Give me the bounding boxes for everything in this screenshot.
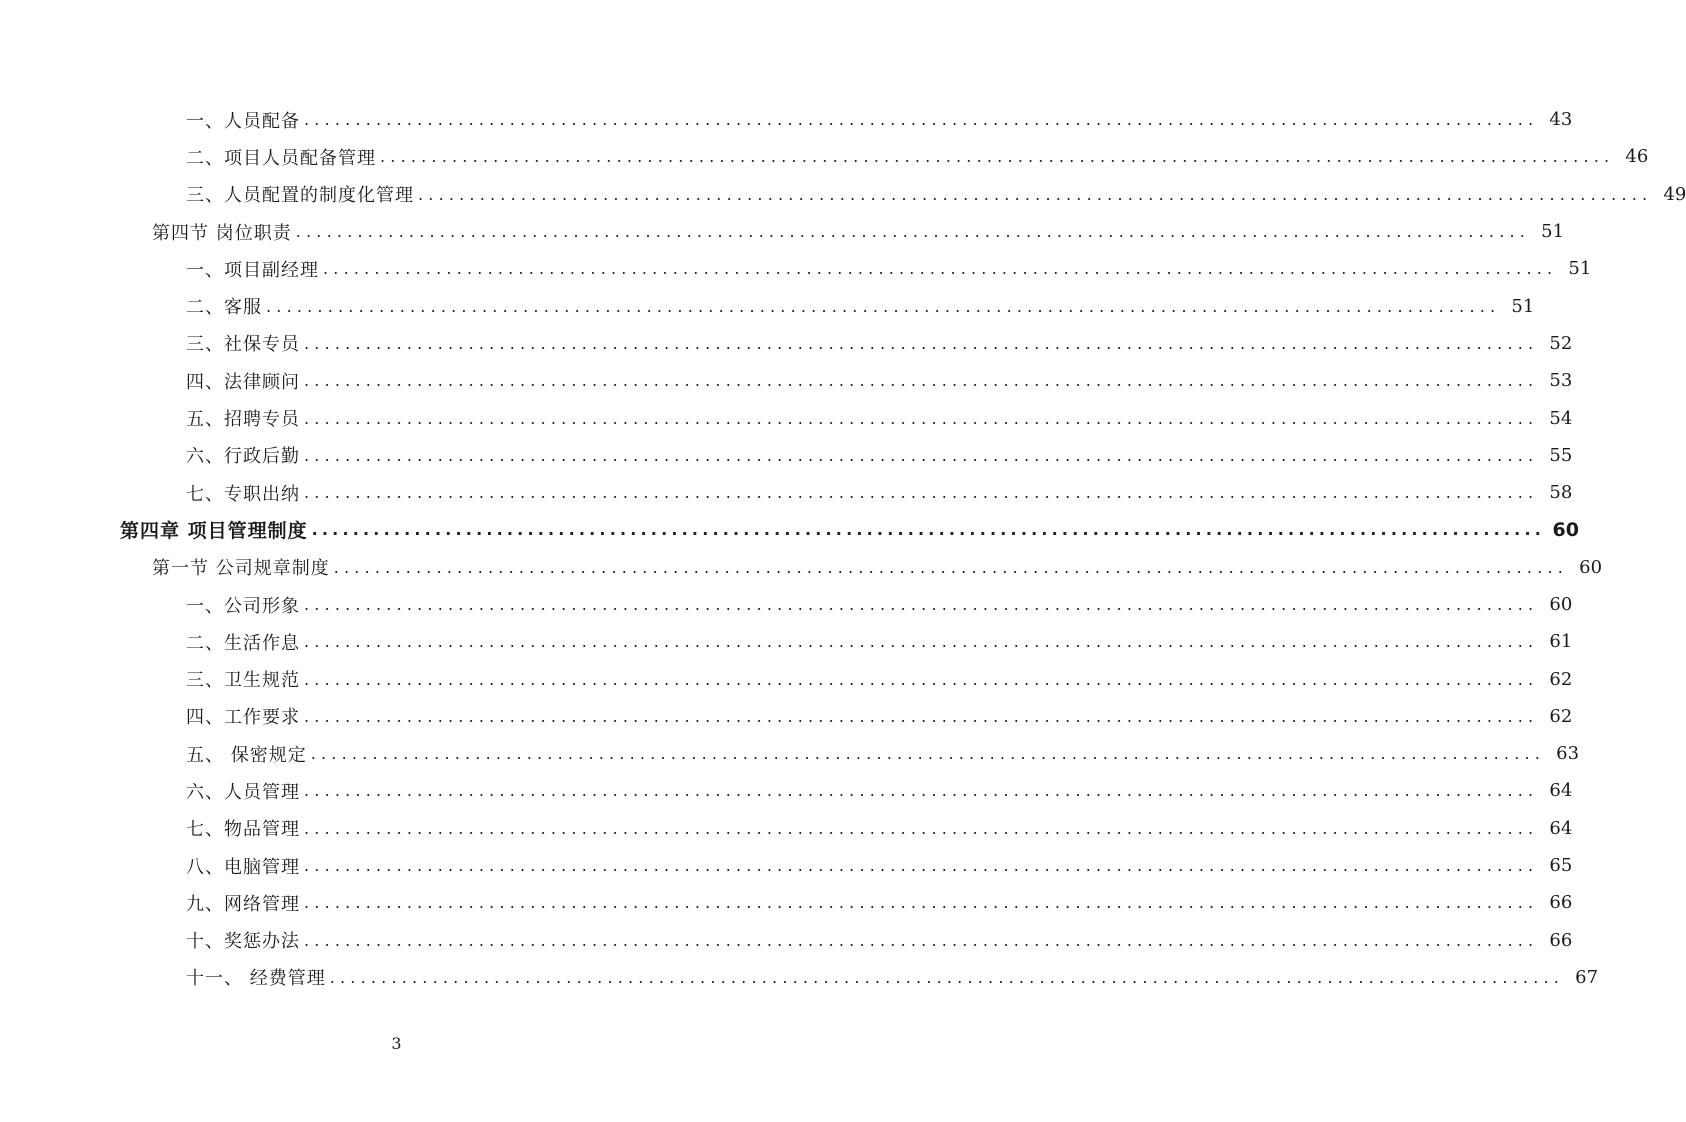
toc-entry[interactable] — [0, 250, 1592, 287]
toc-entry-page: 51 — [1541, 221, 1565, 243]
toc-entry-page: 60 — [1549, 594, 1573, 615]
toc-entry-page: 52 — [1549, 332, 1573, 354]
table-of-contents — [0, 101, 1686, 996]
toc-entry-label: 七、专职出纳 — [186, 483, 300, 505]
toc-entry[interactable] — [0, 772, 1573, 809]
toc-entry[interactable] — [0, 287, 1535, 324]
dot-leader: ........................................................................................................................ — [418, 184, 1653, 204]
toc-entry-page: 65 — [1549, 855, 1573, 877]
toc-entry-label: 第四节 岗位职责 — [152, 222, 292, 244]
toc-entry-label: 二、生活作息 — [186, 632, 300, 654]
toc-entry-label: 四、法律顾问 — [186, 371, 300, 393]
dot-leader: ........................................................................................................................ — [304, 595, 1539, 614]
toc-entry-page: 43 — [1549, 109, 1573, 131]
toc-entry-page: 54 — [1549, 407, 1573, 429]
dot-leader: ........................................................................................................................ — [304, 483, 1539, 503]
toc-entry[interactable] — [0, 959, 1599, 996]
toc-entry[interactable] — [0, 922, 1573, 959]
toc-entry-page: 53 — [1549, 370, 1573, 392]
toc-entry-page: 61 — [1549, 631, 1573, 653]
toc-entry[interactable] — [0, 847, 1573, 884]
toc-entry-label: 一、人员配备 — [186, 110, 300, 132]
toc-entry[interactable] — [0, 325, 1573, 362]
dot-leader: ........................................................................................................................ — [304, 818, 1539, 838]
toc-entry-page: 63 — [1556, 743, 1580, 765]
toc-entry-label: 一、公司形象 — [186, 595, 300, 617]
toc-entry-page: 67 — [1575, 966, 1599, 988]
toc-entry-label: 第一节 公司规章制度 — [152, 558, 330, 580]
toc-entry[interactable] — [0, 810, 1573, 847]
dot-leader: ........................................................................................................................ — [304, 408, 1539, 428]
toc-entry-page: 64 — [1549, 780, 1573, 802]
toc-entry[interactable] — [0, 698, 1573, 735]
toc-entry-page: 51 — [1568, 258, 1592, 280]
toc-entry-label: 十、奖惩办法 — [186, 931, 300, 953]
dot-leader: ........................................................................................................................ — [329, 967, 1565, 987]
toc-entry-label: 四、工作要求 — [186, 707, 300, 729]
dot-leader: ........................................................................................................................ — [304, 706, 1539, 726]
toc-entry[interactable] — [0, 586, 1573, 623]
toc-entry-page: 66 — [1549, 929, 1573, 951]
toc-entry-label: 五、 保密规定 — [186, 744, 307, 766]
toc-entry-label: 二、客服 — [186, 297, 262, 319]
toc-chapter-entry[interactable] — [0, 511, 1579, 548]
toc-entry[interactable] — [0, 437, 1573, 474]
toc-entry-page: 62 — [1549, 668, 1573, 690]
toc-entry[interactable] — [0, 660, 1573, 697]
toc-entry-label: 九、网络管理 — [186, 893, 300, 915]
toc-entry-label: 七、物品管理 — [186, 819, 300, 841]
toc-entry-page: 58 — [1549, 482, 1573, 504]
toc-entry[interactable] — [0, 176, 1686, 213]
page-number: 3 — [391, 1034, 402, 1053]
dot-leader: ........................................................................................................................ — [380, 147, 1615, 167]
toc-entry-page: 55 — [1549, 444, 1573, 466]
toc-entry[interactable] — [0, 362, 1573, 399]
toc-entry-label: 二、项目人员配备管理 — [186, 147, 376, 169]
toc-entry-page: 62 — [1549, 705, 1573, 727]
dot-leader: ........................................................................................................................ — [311, 520, 1545, 540]
dot-leader: ........................................................................................................................ — [304, 110, 1539, 130]
toc-entry-page: 60 — [1579, 556, 1603, 578]
toc-entry[interactable] — [0, 399, 1573, 436]
toc-entry-label: 一、项目副经理 — [186, 259, 319, 281]
toc-section-entry[interactable] — [0, 549, 1603, 586]
toc-entry-page: 60 — [1552, 518, 1579, 541]
toc-entry[interactable] — [0, 101, 1573, 138]
toc-entry-label: 八、电脑管理 — [186, 856, 300, 878]
toc-entry-page: 46 — [1625, 146, 1649, 168]
dot-leader: ........................................................................................................................ — [304, 669, 1539, 689]
dot-leader: ........................................................................................................................ — [323, 259, 1558, 279]
toc-entry[interactable] — [0, 474, 1573, 511]
dot-leader: ........................................................................................................................ — [304, 781, 1539, 801]
toc-entry-label: 三、社保专员 — [186, 334, 300, 356]
toc-section-entry[interactable] — [0, 213, 1565, 250]
dot-leader: ........................................................................................................................ — [304, 893, 1539, 913]
toc-entry-page: 49 — [1663, 183, 1686, 205]
toc-entry-label: 三、人员配置的制度化管理 — [186, 185, 414, 207]
toc-entry-label: 十一、 经费管理 — [186, 968, 326, 990]
dot-leader: ........................................................................................................................ — [304, 632, 1539, 652]
dot-leader: ........................................................................................................................ — [304, 445, 1539, 465]
dot-leader: ........................................................................................................................ — [304, 930, 1539, 950]
toc-entry-page: 51 — [1511, 295, 1535, 317]
dot-leader: ........................................................................................................................ — [310, 744, 1546, 764]
dot-leader: ........................................................................................................................ — [266, 296, 1501, 316]
toc-entry-label: 六、人员管理 — [186, 781, 300, 803]
dot-leader: ........................................................................................................................ — [304, 333, 1539, 353]
toc-entry[interactable] — [0, 138, 1649, 175]
toc-entry-label: 三、卫生规范 — [186, 670, 300, 692]
toc-entry-page: 66 — [1549, 892, 1573, 914]
dot-leader: ........................................................................................................................ — [304, 371, 1539, 391]
toc-entry-label: 五、招聘专员 — [186, 409, 300, 431]
dot-leader: ........................................................................................................................ — [304, 856, 1539, 876]
toc-entry-label: 第四章 项目管理制度 — [120, 520, 308, 543]
dot-leader: ........................................................................................................................ — [295, 222, 1531, 242]
dot-leader: ........................................................................................................................ — [333, 557, 1569, 577]
toc-entry-label: 六、行政后勤 — [186, 446, 300, 468]
toc-entry[interactable] — [0, 623, 1573, 660]
toc-entry-page: 64 — [1549, 817, 1573, 839]
toc-entry[interactable] — [0, 735, 1580, 772]
toc-entry[interactable] — [0, 884, 1573, 921]
